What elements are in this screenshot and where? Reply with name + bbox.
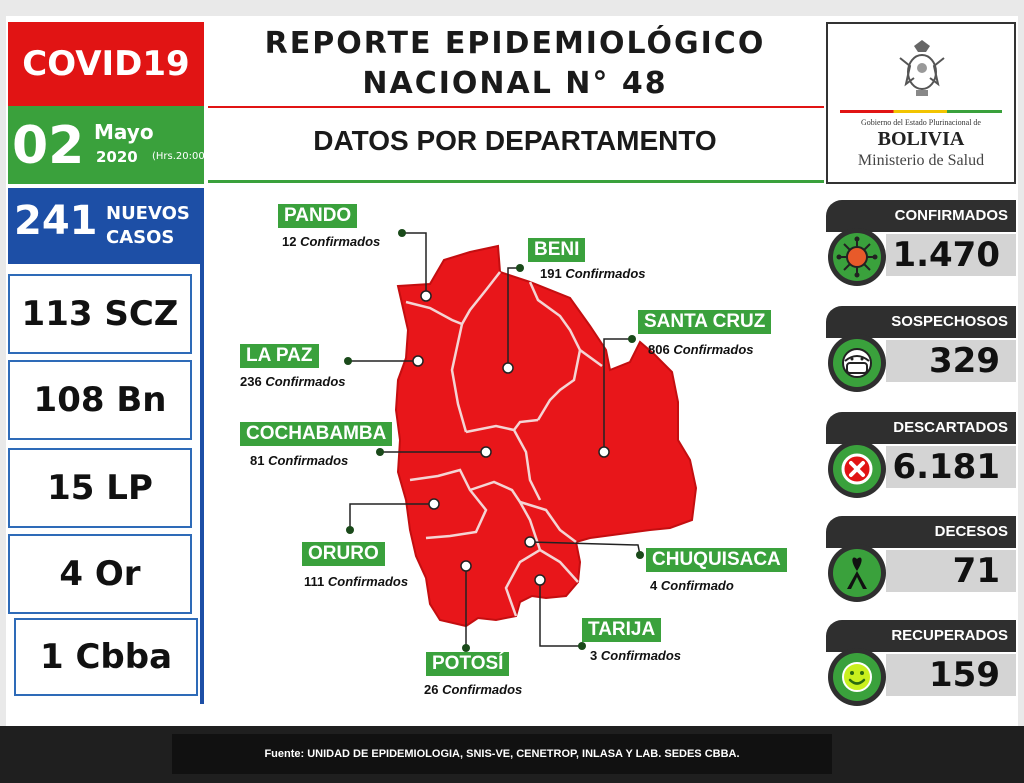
- report-subtitle: DATOS POR DEPARTAMENTO: [313, 125, 717, 156]
- count-oruro: [304, 574, 408, 589]
- mask-face-icon: [833, 339, 881, 387]
- stat-value: 159: [886, 654, 1016, 696]
- footer: [0, 726, 1024, 783]
- count-pando-unit: Confirmados: [300, 234, 381, 249]
- label-lapaz: LA PAZ: [240, 344, 319, 368]
- count-santacruz-number: 806: [648, 342, 670, 357]
- subtitle-divider: [208, 180, 824, 183]
- stat-value: 1.470: [886, 234, 1016, 276]
- title-divider: [208, 106, 824, 108]
- count-tarija-number: 3: [590, 648, 598, 663]
- stat-icon-bg: [833, 339, 881, 387]
- stat-recuperados: [826, 620, 1016, 714]
- count-potosi: [424, 682, 522, 697]
- count-cochabamba-number: 81: [250, 453, 265, 468]
- report-title: [215, 24, 815, 104]
- title-line-1: REPORTE EPIDEMIOLÓGICO: [264, 26, 766, 61]
- marker-beni: [503, 363, 513, 373]
- new-cases-dept-item: 108 Bn: [8, 360, 192, 440]
- stat-decesos: [826, 516, 1016, 610]
- marker-chuquisaca: [525, 537, 535, 547]
- marker-pando: [421, 291, 431, 301]
- stat-icon-ring: [828, 228, 886, 286]
- count-chuquisaca-unit: Confirmado: [660, 578, 734, 593]
- count-cochabamba: [250, 453, 348, 468]
- label-chuquisaca: CHUQUISACA: [646, 548, 787, 572]
- stat-value: 329: [886, 340, 1016, 382]
- new-cases-dept-item: 4 Or: [8, 534, 192, 614]
- count-potosi-number: 26: [424, 682, 439, 697]
- ministry-line-1: Gobierno del Estado Plurinacional de: [861, 118, 981, 127]
- stat-icon-bg: [833, 445, 881, 493]
- label-tarija: TARIJA: [582, 618, 661, 642]
- marker-potosi: [461, 561, 471, 571]
- stat-label: SOSPECHOSOS: [826, 306, 1016, 338]
- new-cases-dept-item: 15 LP: [8, 448, 192, 528]
- stat-icon-bg: [833, 549, 881, 597]
- mourning-ribbon-icon: [833, 549, 881, 597]
- count-beni-number: 191: [540, 266, 562, 281]
- count-tarija: [590, 648, 681, 663]
- label-oruro: ORURO: [302, 542, 385, 566]
- count-chuquisaca: [650, 578, 734, 593]
- count-oruro-unit: Confirmados: [327, 574, 409, 589]
- label-cochabamba: COCHABAMBA: [240, 422, 392, 446]
- marker-cochabamba: [481, 447, 491, 457]
- stat-value: 71: [886, 550, 1016, 592]
- stat-icon-ring: [828, 440, 886, 498]
- count-chuquisaca-number: 4: [650, 578, 658, 593]
- count-pando-number: 12: [282, 234, 297, 249]
- stat-label: RECUPERADOS: [826, 620, 1016, 652]
- flag-stripe: [840, 110, 1002, 113]
- count-beni-unit: Confirmados: [565, 266, 646, 281]
- x-mark-icon: [833, 445, 881, 493]
- count-cochabamba-unit: Confirmados: [268, 453, 349, 468]
- label-potosi: POTOSÍ: [426, 652, 509, 676]
- ministry-country: BOLIVIA: [877, 128, 965, 150]
- count-pando: [282, 234, 380, 249]
- virus-icon: [833, 233, 881, 281]
- new-cases-label-2: CASOS: [106, 227, 175, 248]
- new-cases-label: [106, 202, 190, 250]
- count-santacruz: [648, 342, 754, 357]
- new-cases-box: [8, 188, 204, 264]
- date-day: 02: [12, 116, 85, 176]
- smiley-icon: [833, 653, 881, 701]
- count-lapaz-unit: Confirmados: [265, 374, 346, 389]
- stat-icon-ring: [828, 334, 886, 392]
- marker-oruro: [429, 499, 439, 509]
- count-santacruz-unit: Confirmados: [673, 342, 754, 357]
- label-pando: PANDO: [278, 204, 357, 228]
- count-potosi-unit: Confirmados: [442, 682, 523, 697]
- covid-badge: COVID19: [8, 22, 204, 106]
- stat-icon-bg: [833, 233, 881, 281]
- stat-value: 6.181: [886, 446, 1016, 488]
- report-date: [8, 106, 209, 184]
- label-beni: BENI: [528, 238, 585, 262]
- title-line-2: NACIONAL N° 48: [362, 66, 668, 101]
- count-lapaz-number: 236: [240, 374, 262, 389]
- count-oruro-number: 111: [304, 574, 325, 589]
- date-month: Mayo: [94, 120, 154, 144]
- stat-label: DECESOS: [826, 516, 1016, 548]
- stat-label: DESCARTADOS: [826, 412, 1016, 444]
- marker-santacruz: [599, 447, 609, 457]
- stat-icon-bg: [833, 653, 881, 701]
- count-beni: [540, 266, 646, 281]
- count-lapaz: [240, 374, 346, 389]
- new-cases-label-1: NUEVOS: [106, 203, 190, 224]
- stat-icon-ring: [828, 544, 886, 602]
- label-santacruz: SANTA CRUZ: [638, 310, 771, 334]
- ministry-name: Ministerio de Salud: [857, 152, 985, 169]
- coat-of-arms-icon: [896, 38, 948, 100]
- new-cases-dept-item: 1 Cbba: [14, 618, 198, 696]
- stat-label: CONFIRMADOS: [826, 200, 1016, 232]
- footer-source: Fuente: UNIDAD DE EPIDEMIOLOGIA, SNIS-VE, CENETROP, INLASA Y LAB. SEDES CBBA.: [172, 734, 832, 774]
- date-hours: (Hrs.20:00): [152, 151, 209, 162]
- count-tarija-unit: Confirmados: [600, 648, 682, 663]
- marker-lapaz: [413, 356, 423, 366]
- new-cases-number: 241: [14, 198, 98, 244]
- stat-icon-ring: [828, 648, 886, 706]
- stat-descartados: [826, 412, 1016, 506]
- stat-sospechosos: [826, 306, 1016, 400]
- marker-tarija: [535, 575, 545, 585]
- ministry-logo: [826, 22, 1016, 184]
- date-year: 2020: [96, 148, 138, 166]
- side-rail: [200, 264, 204, 704]
- stat-confirmados: [826, 200, 1016, 294]
- new-cases-dept-item: 113 SCZ: [8, 274, 192, 354]
